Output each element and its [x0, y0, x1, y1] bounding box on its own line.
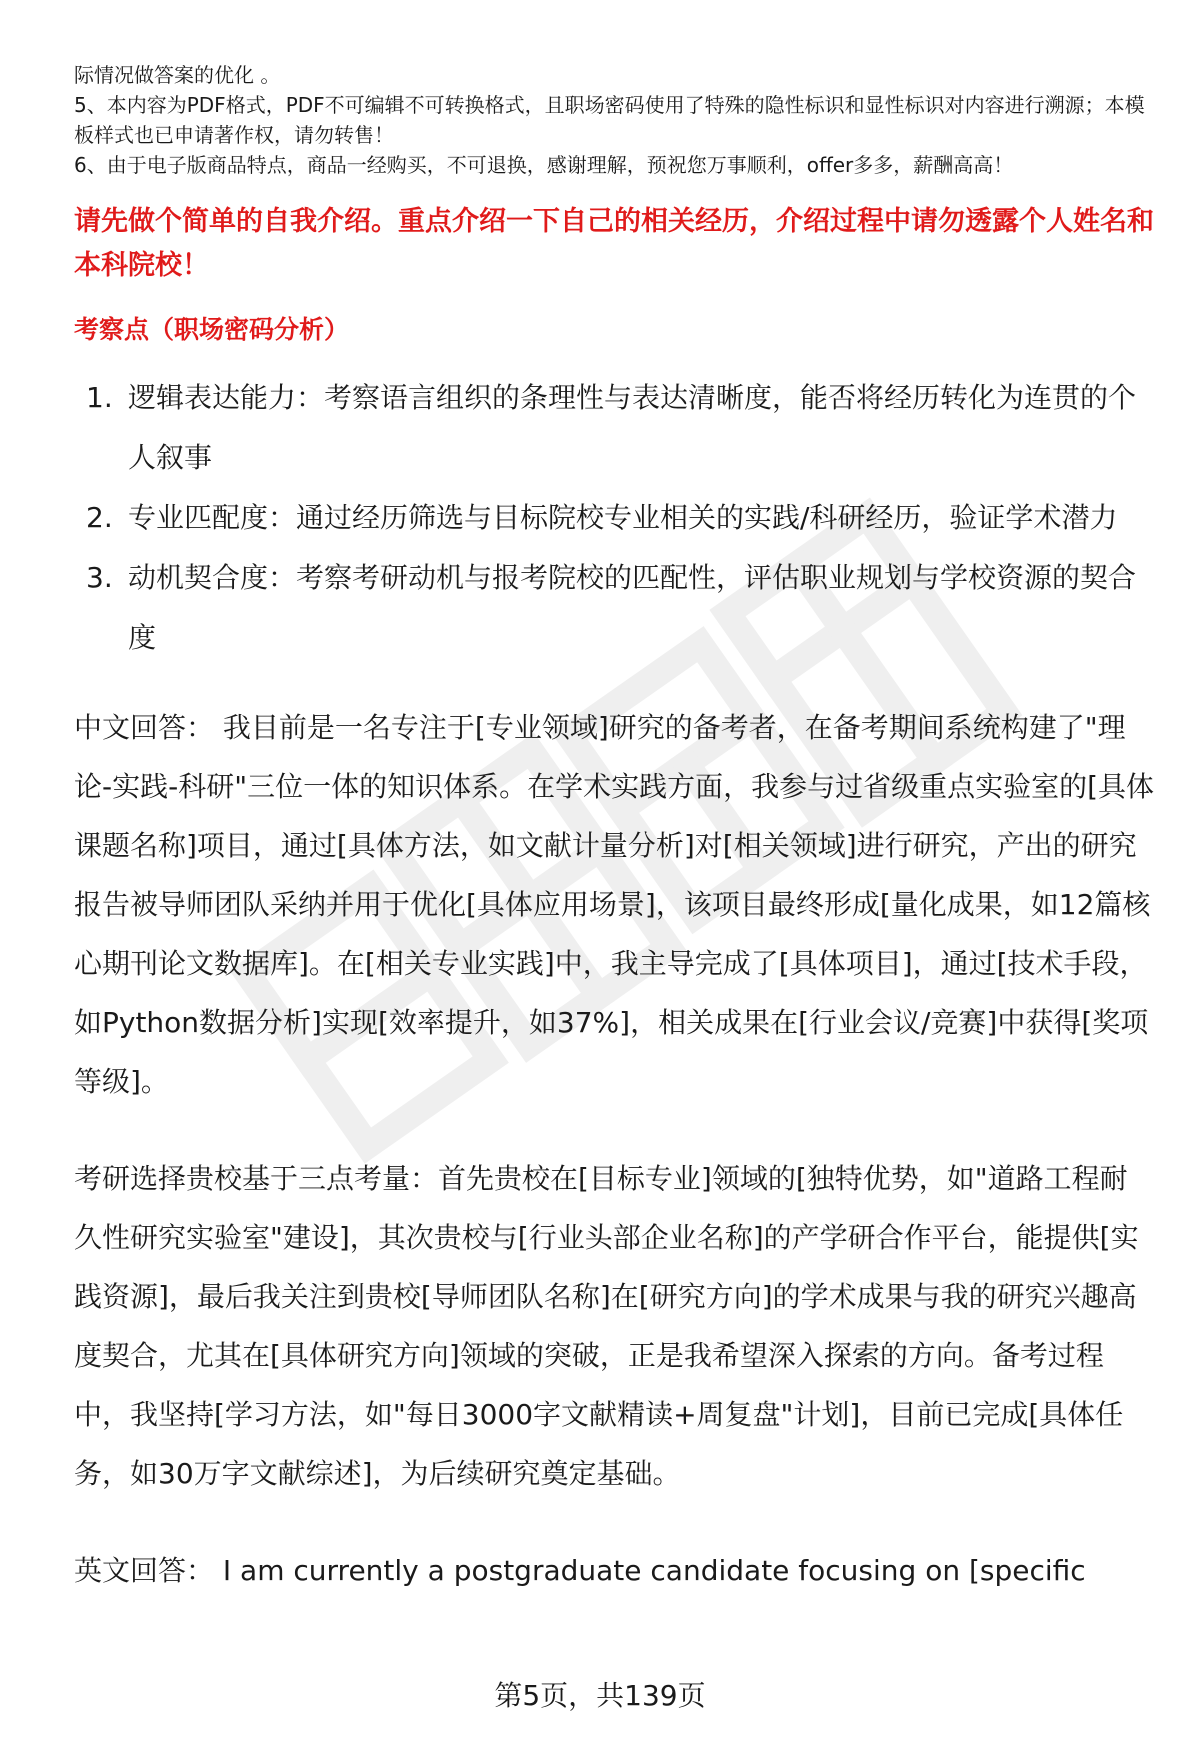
page-number: 第5页，共139页 — [494, 1679, 706, 1712]
list-item-number: 3. — [86, 561, 113, 594]
list-item-number: 1. — [86, 381, 113, 414]
page-content — [74, 60, 1154, 1600]
evaluation-points-list — [74, 368, 1154, 668]
list-item-number: 2. — [86, 501, 113, 534]
notice-line: 际情况做答案的优化 。 — [74, 63, 281, 87]
interview-question: 请先做个简单的自我介绍。重点介绍一下自己的相关经历，介绍过程中请勿透露个人姓名和本科院校！ — [74, 206, 1154, 281]
english-answer: 英文回答： I am currently a postgraduate candidate focusing on [specific — [74, 1554, 1086, 1587]
notice-line: 5、本内容为PDF格式，PDF不可编辑不可转换格式，且职场密码使用了特殊的隐性标识和显性标识对内容进行溯源；本模板样式也已申请著作权，请勿转售！ — [74, 93, 1145, 147]
school-choice-answer: 考研选择贵校基于三点考量：首先贵校在[目标专业]领域的[独特优势，如"道路工程耐久性研究实验室"建设]，其次贵校与[行业头部企业名称]的产学研合作平台，能提供[实践资源]，最后我关注到贵校[导师团队名称]在[研究方向]的学术成果与我的研究兴趣高度契合，尤其在[具体研究方向]领域的突破，正是我希望深入探索的方向。备考过程中，我坚持[学习方法，如"每日3000字文献精读+周复盘"计划]，目前已完成[具体任务，如30万字文献综述]，为后续研究奠定基础。 — [74, 1162, 1139, 1490]
chinese-answer: 中文回答： 我目前是一名专注于[专业领域]研究的备考者，在备考期间系统构建了"理论-实践-科研"三位一体的知识体系。在学术实践方面，我参与过省级重点实验室的[具体课题名称]项目，通过[具体方法，如文献计量分析]对[相关领域]进行研究，产出的研究报告被导师团队采纳并用于优化[具体应用场景]，该项目最终形成[量化成果，如12篇核心期刊论文数据库]。在[相关专业实践]中，我主导完成了[具体项目]，通过[技术手段，如Python数据分析]实现[效率提升，如37%]，相关成果在[行业会议/竞赛]中获得[奖项等级]。 — [74, 711, 1155, 1098]
list-item — [74, 368, 1154, 488]
section-title: 考察点（职场密码分析） — [74, 315, 350, 344]
list-item-text: 逻辑表达能力：考察语言组织的条理性与表达清晰度，能否将经历转化为连贯的个人叙事 — [128, 381, 1137, 474]
list-item — [74, 548, 1154, 668]
notice-line: 6、由于电子版商品特点，商品一经购买，不可退换，感谢理解，预祝您万事顺利，offer多多，薪酬高高！ — [74, 153, 1014, 177]
list-item-text: 动机契合度：考察考研动机与报考院校的匹配性，评估职业规划与学校资源的契合度 — [128, 561, 1137, 654]
list-item-text: 专业匹配度：通过经历筛选与目标院校专业相关的实践/科研经历，验证学术潜力 — [128, 501, 1118, 534]
list-item — [74, 488, 1154, 548]
